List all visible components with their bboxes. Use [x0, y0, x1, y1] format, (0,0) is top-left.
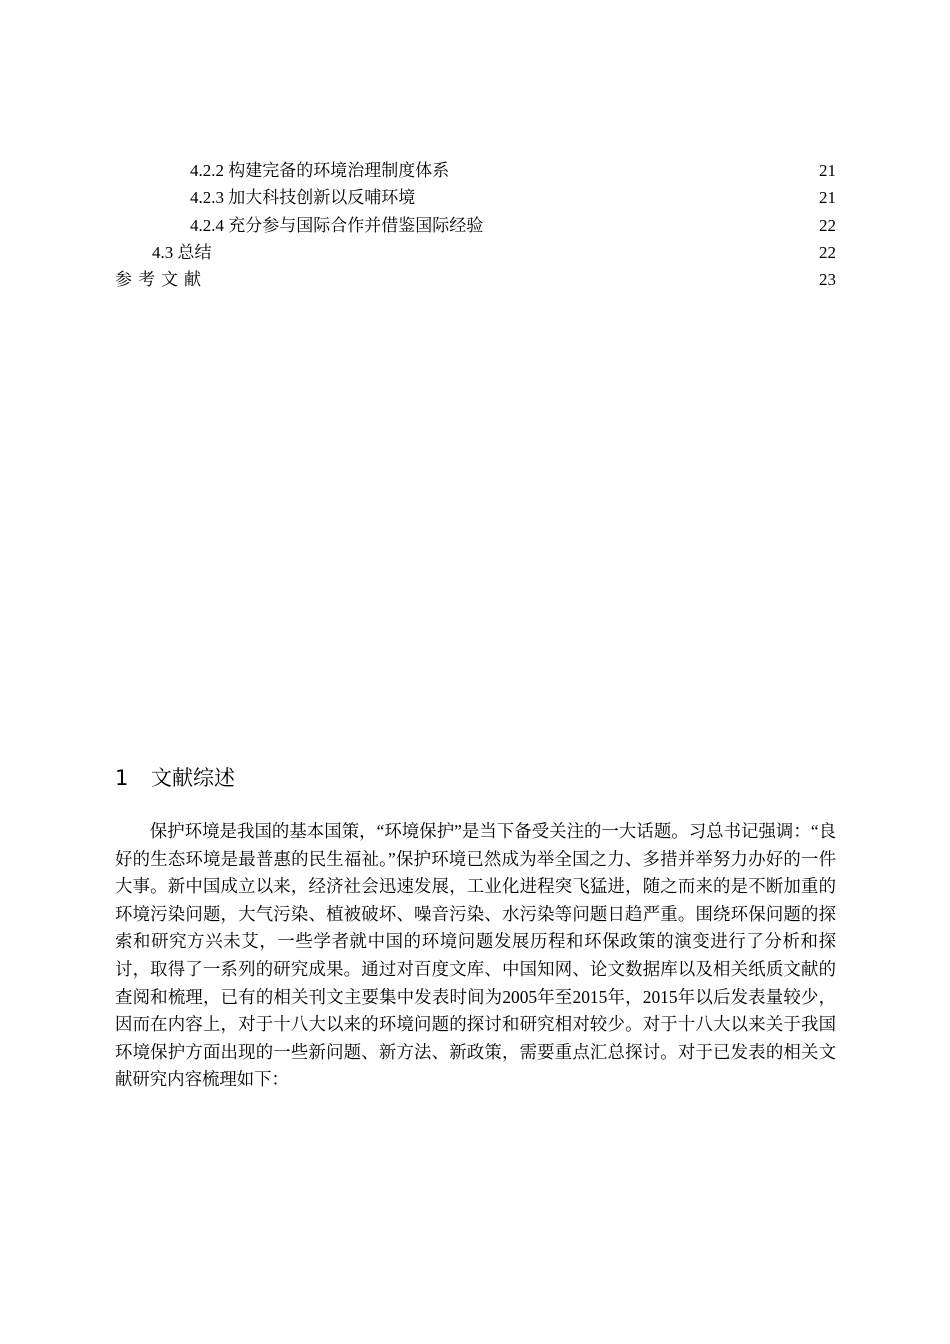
toc-entry-references[interactable]	[0, 266, 950, 293]
toc-entry-page: 21	[819, 161, 836, 180]
toc-entry-title: 参考文献	[115, 270, 207, 290]
toc-entry-page: 21	[819, 188, 836, 208]
toc-entry-title: 4.2.2 构建完备的环境治理制度体系	[190, 161, 450, 180]
toc-entry-4-2-2[interactable]	[0, 157, 950, 184]
toc-entry-title: 4.2.3 加大科技创新以反哺环境	[190, 188, 416, 208]
toc-entry-4-2-3[interactable]	[0, 184, 950, 211]
section-heading	[115, 762, 235, 794]
toc-entry-page: 22	[819, 242, 836, 262]
toc-entry-title: 4.2.4 充分参与国际合作并借鉴国际经验	[190, 215, 484, 235]
toc-entry-title: 4.3 总结	[152, 242, 212, 262]
toc-entry-4-2-4[interactable]	[0, 212, 950, 239]
toc-entry-page: 22	[819, 215, 836, 235]
toc-entry-page: 23	[819, 270, 836, 290]
toc-entry-4-3[interactable]	[0, 239, 950, 266]
section-number: 1	[115, 766, 129, 790]
table-of-contents	[0, 157, 950, 293]
section-title: 文献综述	[151, 766, 235, 790]
section-paragraph: 保护环境是我国的基本国策，“环境保护”是当下备受关注的一大话题。习总书记强调：“良好的生态环境是最普惠的民生福祉。”保护环境已然成为举全国之力、多措并举努力办好的一件大事。新中国成立以来，经济社会迅速发展，工业化进程突飞猛进，随之而来的是不断加重的环境污染问题，大气污染、植被破坏、噪音污染、水污染等问题日趋严重。围绕环保问题的探索和研究方兴未艾，一些学者就中国的环境问题发展历程和环保政策的演变进行了分析和探讨，取得了一系列的研究成果。通过对百度文库、中国知网、论文数据库以及相关纸质文献的查阅和梳理，已有的相关刊文主要集中发表时间为2005年至2015年，2015年以后发表量较少，因而在内容上，对于十八大以来的环境问题的探讨和研究相对较少。对于十八大以来关于我国环境保护方面出现的一些新问题、新方法、新政策，需要重点汇总探讨。对于已发表的相关文献研究内容梳理如下：	[115, 821, 836, 1090]
